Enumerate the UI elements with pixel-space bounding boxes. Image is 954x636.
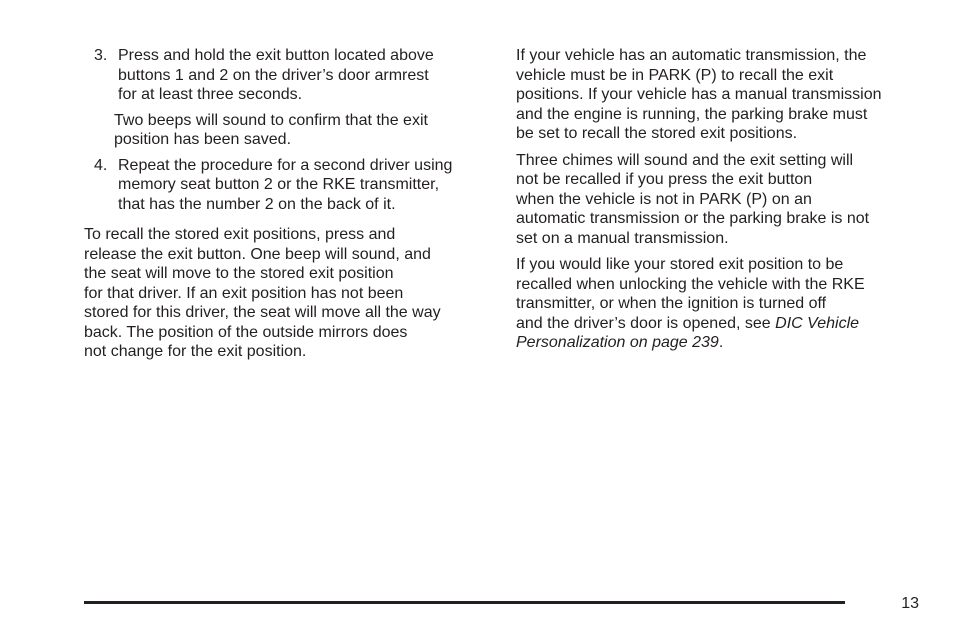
personalization-line: If you would like your stored exit position to be — [516, 256, 844, 273]
recall-line: release the exit button. One beep will sound, and — [84, 245, 431, 263]
step-4-number: 4. — [94, 156, 108, 174]
recall-paragraph — [84, 225, 494, 362]
chimes-paragraph — [516, 151, 921, 249]
step-4 — [84, 156, 494, 215]
step-3-number: 3. — [94, 47, 108, 64]
step-4-line: that has the number 2 on the back of it. — [118, 195, 396, 213]
step-3-line: buttons 1 and 2 on the driver’s door armrest — [118, 66, 429, 84]
page-number: 13 — [901, 595, 919, 612]
personalization-line-text: and the driver’s door is opened, see — [516, 314, 776, 332]
recall-line: stored for this driver, the seat will move all the way — [84, 304, 441, 321]
footer-rule — [84, 601, 845, 604]
chimes-line: Three chimes will sound and the exit setting will — [516, 151, 854, 169]
step-3-note — [84, 111, 494, 150]
step-3-note-line: position has been saved. — [114, 131, 292, 148]
period: . — [718, 334, 724, 351]
left-column — [84, 46, 494, 369]
chimes-line: when the vehicle is not in PARK (P) on an — [516, 190, 812, 208]
transmission-paragraph — [516, 46, 921, 144]
step-4-line: memory seat button 2 or the RKE transmitter, — [118, 176, 440, 193]
personalization-paragraph — [516, 255, 921, 353]
transmission-line: vehicle must be in PARK (P) to recall the exit — [516, 66, 834, 84]
dic-vehicle-reference: DIC Vehicle — [775, 314, 860, 332]
step-4-line: Repeat the procedure for a second driver using — [118, 156, 453, 174]
personalization-line: recalled when unlocking the vehicle with the RKE — [516, 275, 865, 293]
page-reference-link: Personalization on page 239 — [516, 334, 719, 351]
chimes-line: set on a manual transmission. — [516, 229, 729, 247]
transmission-line: If your vehicle has an automatic transmission, the — [516, 47, 867, 64]
recall-line: To recall the stored exit positions, press and — [84, 226, 396, 243]
transmission-line: be set to recall the stored exit positions. — [516, 125, 798, 142]
recall-line: the seat will move to the stored exit position — [84, 265, 394, 282]
chimes-line: automatic transmission or the parking brake is not — [516, 210, 870, 227]
transmission-line: positions. If your vehicle has a manual transmission — [516, 86, 882, 103]
personalization-line: transmitter, or when the ignition is turned off — [516, 295, 827, 312]
step-3-note-line: Two beeps will sound to confirm that the exit — [114, 111, 428, 129]
recall-line: back. The position of the outside mirrors does — [84, 323, 408, 341]
chimes-line: not be recalled if you press the exit button — [516, 171, 813, 188]
right-column — [516, 46, 921, 360]
step-3 — [84, 46, 494, 105]
transmission-line: and the engine is running, the parking brake must — [516, 105, 868, 123]
step-3-line: for at least three seconds. — [118, 86, 303, 103]
step-3-line: Press and hold the exit button located above — [118, 47, 434, 64]
recall-line: for that driver. If an exit position has not been — [84, 284, 404, 302]
personalization-line — [516, 333, 921, 353]
personalization-line — [516, 314, 921, 334]
recall-line: not change for the exit position. — [84, 343, 307, 360]
